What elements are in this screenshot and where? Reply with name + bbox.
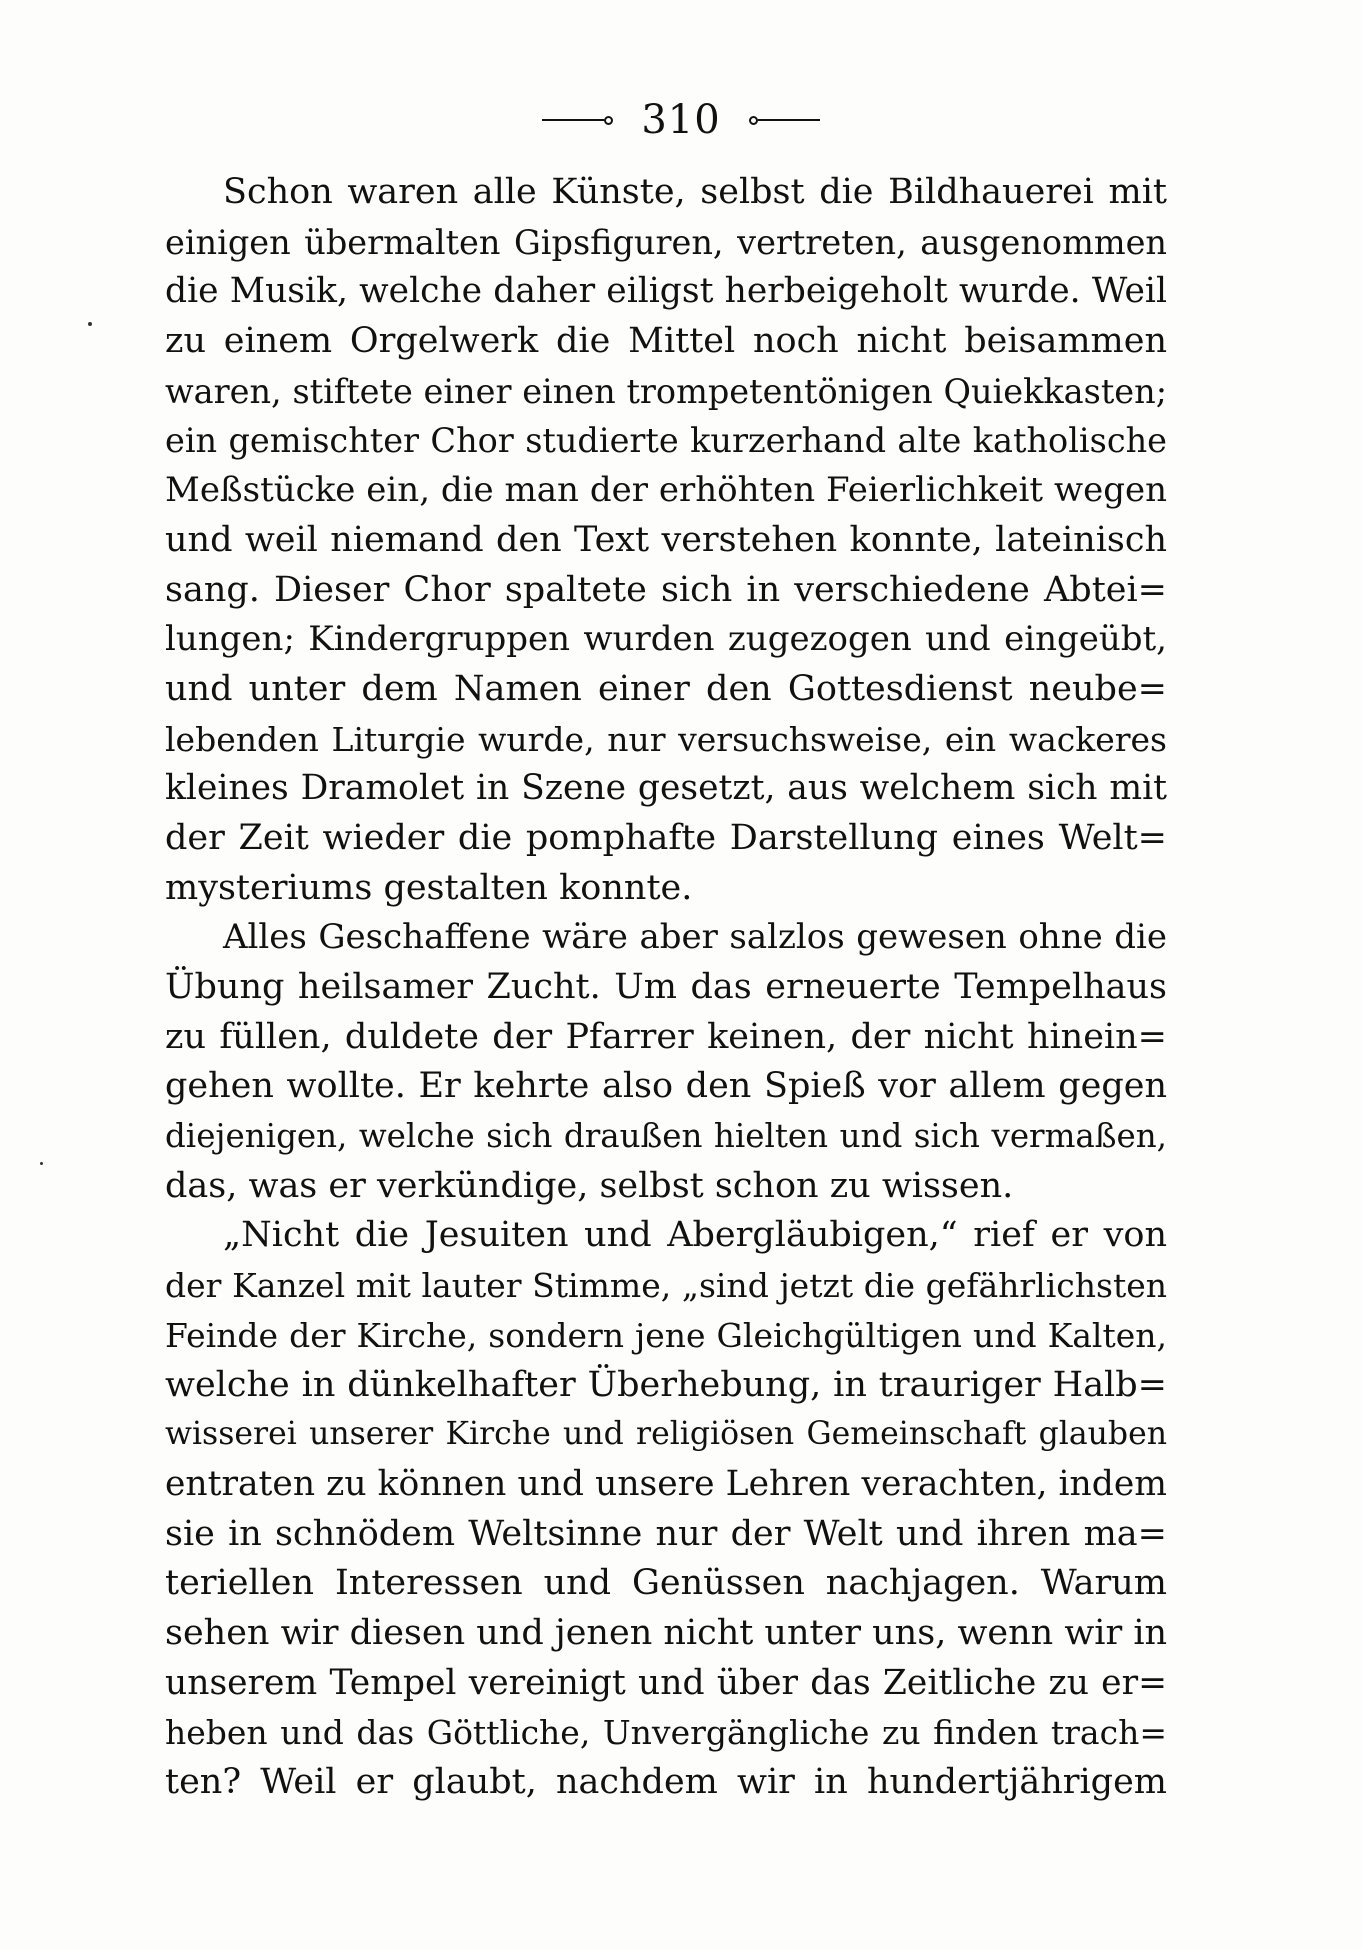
text-line: Meßstücke ein, die man der erhöhten Feierlichkeit wegen [165,470,1167,511]
text-line: wisserei unserer Kirche und religiösen Gemeinschaft glauben [165,1416,1167,1453]
text-line: heben und das Göttliche, Unvergängliche zu finden trach= [165,1713,1167,1753]
text-line: der Zeit wieder die pomphafte Darstellung eines Welt= [165,817,1167,858]
text-line: gehen wollte. Er kehrte also den Spieß vor allem gegen [165,1066,1167,1107]
text-line: lebenden Liturgie wurde, nur versuchsweise, ein wackeres [165,719,1167,759]
text-line: zu füllen, duldete der Pfarrer keinen, der nicht hinein= [165,1016,1167,1057]
text-line: zu einem Orgelwerk die Mittel noch nicht beisammen [165,321,1167,362]
text-line: mysteriums gestalten konnte. [165,867,693,908]
text-line: diejenigen, welche sich draußen hielten und sich vermaßen, [165,1117,1167,1156]
text-line: und unter dem Namen einer den Gottesdienst neube= [165,668,1167,709]
text-line: kleines Dramolet in Szene gesetzt, aus welchem sich mit [165,768,1167,809]
text-line: einigen übermalten Gipsfiguren, vertreten, ausgenommen [165,222,1167,262]
text-line: sie in schnödem Weltsinne nur der Welt und ihren ma= [165,1513,1167,1554]
text-line: unserem Tempel vereinigt und über das Zeitliche zu er= [165,1662,1167,1703]
paragraph-2 [165,913,1167,1211]
print-speck [88,322,92,326]
text-line: Alles Geschaffene wäre aber salzlos gewesen ohne die [223,917,1167,958]
text-line: Schon waren alle Künste, selbst die Bildhauerei mit [223,172,1167,212]
header-ornament-right [749,116,820,125]
body-text [165,168,1167,1808]
text-line: „Nicht die Jesuiten und Abergläubigen,“ rief er von [223,1215,1167,1256]
print-speck [40,1162,43,1165]
text-line: und weil niemand den Text verstehen konnte, lateinisch [165,519,1167,560]
text-line: Übung heilsamer Zucht. Um das erneuerte Tempelhaus [165,967,1167,1007]
text-line: lungen; Kindergruppen wurden zugezogen und eingeübt, [165,619,1167,660]
text-line: teriellen Interessen und Genüssen nachjagen. Warum [165,1563,1167,1604]
page-header [0,95,1362,145]
text-line: sang. Dieser Chor spaltete sich in verschiedene Abtei= [165,569,1167,610]
text-line: sehen wir diesen und jenen nicht unter uns, wenn wir in [165,1612,1168,1653]
text-line: Feinde der Kirche, sondern jene Gleichgültigen und Kalten, [165,1315,1167,1355]
paragraph-3 [165,1211,1167,1807]
text-line: ein gemischter Chor studierte kurzerhand alte katholische [165,421,1167,461]
text-line: entraten zu können und unsere Lehren verachten, indem [165,1463,1167,1504]
text-line: das, was er verkündige, selbst schon zu wissen. [165,1165,1014,1206]
page-number: 310 [641,97,721,143]
header-ornament-left [542,116,613,125]
paragraph-1 [165,168,1167,913]
text-line: der Kanzel mit lauter Stimme, „sind jetzt die gefährlichsten [165,1266,1167,1306]
text-line: die Musik, welche daher eiligst herbeigeholt wurde. Weil [165,271,1167,312]
text-line: ten? Weil er glaubt, nachdem wir in hundertjährigem [165,1762,1167,1802]
text-line: waren, stiftete einer einen trompetentönigen Quiekkasten; [165,371,1167,411]
text-line: welche in dünkelhafter Überhebung, in trauriger Halb= [165,1364,1167,1405]
